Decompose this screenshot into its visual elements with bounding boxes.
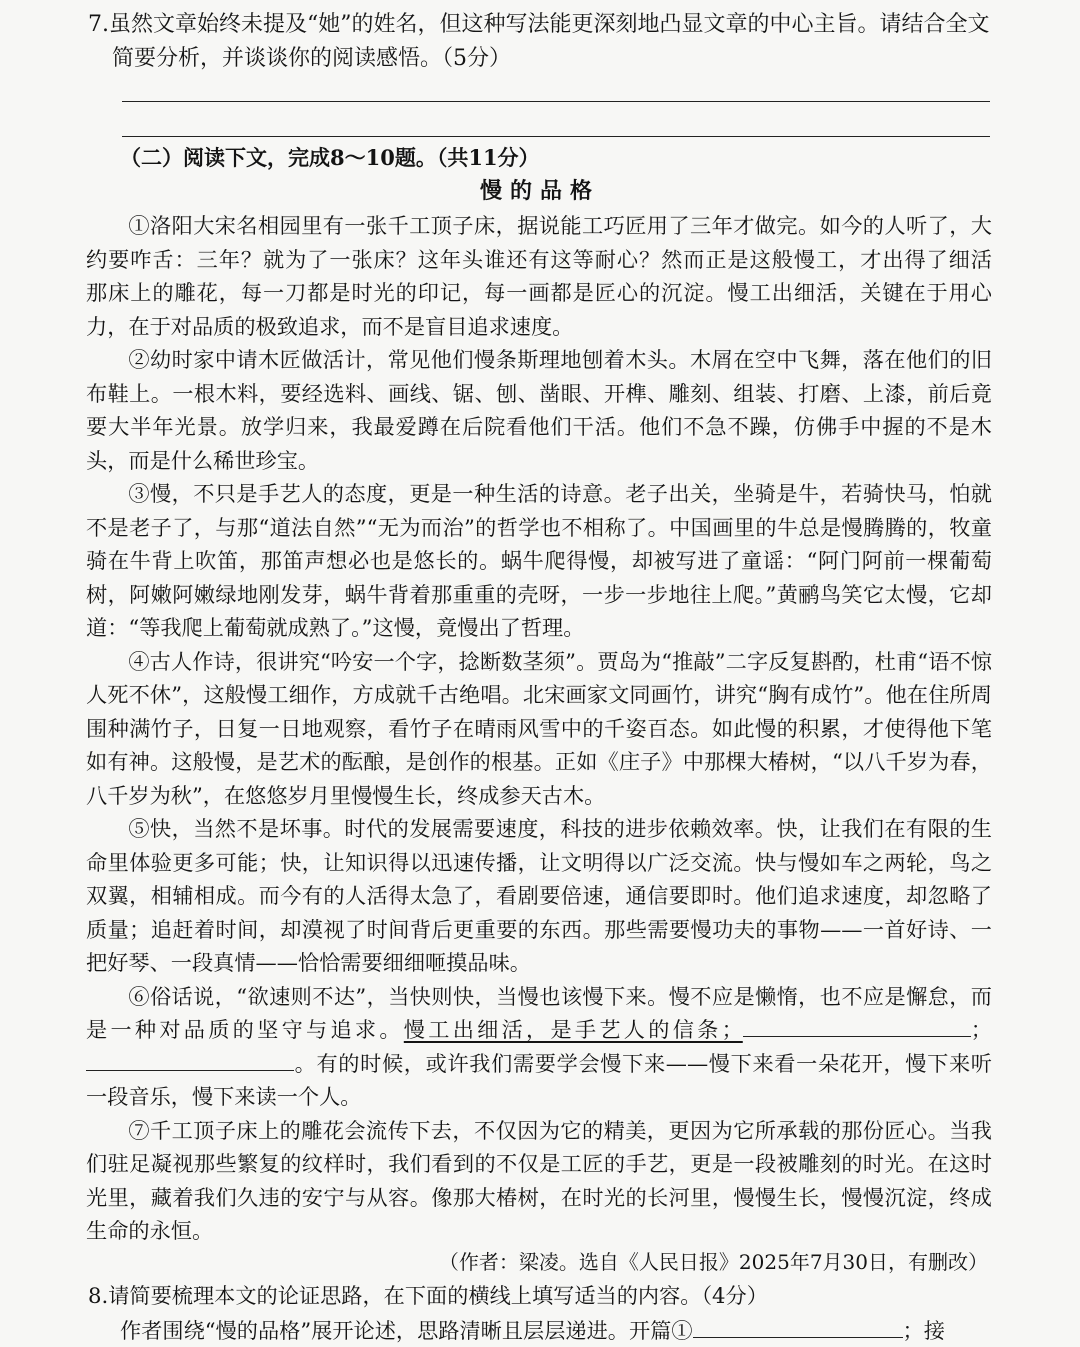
semicolon: ；	[970, 1017, 992, 1042]
fill-blank[interactable]	[743, 1016, 971, 1037]
answer-line[interactable]	[122, 101, 990, 102]
fill-blank[interactable]	[186, 1050, 294, 1071]
article-source: （作者：梁凌。选自《人民日报》2025年7月30日，有删改）	[438, 1250, 988, 1274]
paragraph-6-text: ⑥俗话说，“欲速则不达”，当快则快，当慢也该慢下来。慢不应是懒惰，也不应是懈怠，而是一种对品质的坚守与追求。	[86, 983, 992, 1042]
paragraph-6-text-end: 。有的时候，或许我们需要学会慢下来——慢下来看一朵花开，慢下来听一段音乐，慢下来读一个人。	[86, 1050, 992, 1109]
question-7-line-1: 7.虽然文章始终未提及“她”的姓名，但这种写法能更深刻地凸显文章的中心主旨。请结合全文	[88, 12, 990, 37]
paragraph-5: ⑤快，当然不是坏事。时代的发展需要速度，科技的进步依赖效率。快，让我们在有限的生命里体验更多可能；快，让知识得以迅速传播，让文明得以广泛交流。快与慢如车之两轮，鸟之双翼，相辅相成。而今有的人活得太急了，看剧要倍速，通信要即时。他们追求速度，却忽略了质量；追赶着时间，却漠视了时间背后更重要的东西。那些需要慢功夫的事物——一首好诗、一把好琴、一段真情——恰恰需要细细咂摸品味。	[86, 816, 992, 975]
fill-blank[interactable]	[86, 1050, 186, 1071]
section-heading: （二）阅读下文，完成8～10题。（共11分）	[120, 145, 540, 170]
paragraph-3: ③慢，不只是手艺人的态度，更是一种生活的诗意。老子出关，坐骑是牛，若骑快马，怕就不是老子了，与那“道法自然”“无为而治”的哲学也不相称了。中国画里的牛总是慢腾腾的，牧童骑在牛背上吹笛，那笛声想必也是悠长的。蜗牛爬得慢，却被写进了童谣：“阿门阿前一棵葡萄树，阿嫩阿嫩绿地刚发芽，蜗牛背着那重重的壳呀，一步一步地往上爬。”黄鹂鸟笑它太慢，它却道：“等我爬上葡萄就成熟了。”这慢，竟慢出了哲理。	[86, 481, 992, 640]
question-8-task	[120, 1314, 1030, 1347]
paragraph-2: ②幼时家中请木匠做活计，常见他们慢条斯理地刨着木头。木屑在空中飞舞，落在他们的旧布鞋上。一根木料，要经选料、画线、锯、刨、凿眼、开榫、雕刻、组装、打磨、上漆，前后竟要大半年光景。放学归来，我最爱蹲在后院看他们干活。他们不急不躁，仿佛手中握的不是木头，而是什么稀世珍宝。	[86, 347, 992, 473]
paragraph-7: ⑦千工顶子床上的雕花会流传下去，不仅因为它的精美，更因为它所承载的那份匠心。当我们驻足凝视那些繁复的纹样时，我们看到的不仅是工匠的手艺，更是一段被雕刻的时光。在这时光里，藏着我们久违的安宁与从容。像那大椿树，在时光的长河里，慢慢生长，慢慢沉淀，终成生命的永恒。	[86, 1117, 992, 1243]
paragraph-6	[86, 980, 992, 1114]
question-8: 8.请简要梳理本文的论证思路，在下面的横线上填写适当的内容。（4分）	[88, 1283, 768, 1308]
article-body	[86, 209, 1014, 1248]
underlined-sentence: 慢工出细活，是手艺人的信条；	[403, 1017, 743, 1042]
paragraph-4: ④古人作诗，很讲究“吟安一个字，捻断数茎须”。贾岛为“推敲”二字反复斟酌，杜甫“语不惊人死不休”，这般慢工细作，方成就千古绝唱。北宋画家文同画竹，讲究“胸有成竹”。他在住所周围种满竹子，日复一日地观察，看竹子在晴雨风雪中的千姿百态。如此慢的积累，才使得他下笔如有神。这般慢，是艺术的酝酿，是创作的根基。正如《庄子》中那棵大椿树，“以八千岁为春，八千岁为秋”，在悠悠岁月里慢慢生长，终成参天古木。	[86, 648, 992, 808]
paragraph-1: ①洛阳大宋名相园里有一张千工顶子床，据说能工巧匠用了三年才做完。如今的人听了，大约要咋舌：三年？就为了一张床？这年头谁还有这等耐心？然而正是这般慢工，才出得了细活 那床上的雕花，每一刀都是时光的印记，每一画都是匠心的沉淀。慢工出细活，关键在于用心 力，在于对品质的极致追求，而不是盲目追求速度。	[86, 213, 1014, 339]
question-7-line-2: 简要分析，并谈谈你的阅读感悟。（5分）	[112, 46, 511, 71]
answer-line[interactable]	[122, 136, 990, 137]
question-8-prefix: 作者围绕“慢的品格”展开论述，思路清晰且层层递进。开篇①	[120, 1318, 693, 1343]
fill-blank[interactable]	[693, 1317, 903, 1338]
article-title: 慢的品格	[479, 178, 600, 204]
question-7	[88, 8, 998, 76]
question-8-suffix: ；接	[902, 1318, 945, 1343]
